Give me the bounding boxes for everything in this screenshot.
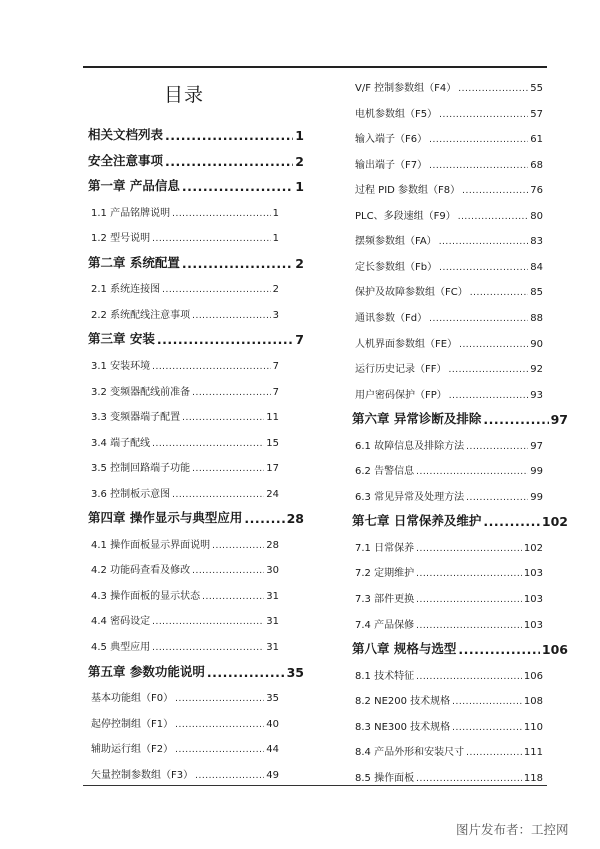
toc-entry-page: 49 xyxy=(266,769,279,781)
toc-section-entry[interactable] xyxy=(355,616,543,631)
toc-dot-leader xyxy=(416,595,522,605)
toc-entry-label: 辅助运行组（F2） xyxy=(91,744,174,756)
toc-dot-leader xyxy=(152,362,271,372)
toc-entry-label: 起停控制组（F1） xyxy=(91,718,174,730)
toc-dot-leader xyxy=(192,464,264,474)
toc-dot-leader xyxy=(483,412,548,427)
toc-dot-leader xyxy=(202,592,264,602)
toc-entry-label: 3.2 变频器配线前准备 xyxy=(91,386,191,398)
toc-section-entry[interactable] xyxy=(355,105,543,120)
toc-entry-page: 61 xyxy=(530,134,543,146)
toc-entry-label: 定长参数组（Fb） xyxy=(355,261,438,273)
toc-entry-label: 8.2 NE200 技术规格 xyxy=(355,696,451,708)
toc-dot-leader xyxy=(157,332,293,347)
toc-entry-label: 4.1 操作面板显示界面说明 xyxy=(91,539,211,551)
toc-dot-leader xyxy=(416,544,522,554)
toc-entry-label: 8.4 产品外形和安装尺寸 xyxy=(355,747,465,759)
toc-entry-label: 6.3 常见异常及处理方法 xyxy=(355,491,465,503)
toc-entry-page: 93 xyxy=(530,389,543,401)
toc-entry-label: 3.3 变频器端子配置 xyxy=(91,412,181,424)
toc-entry-label: 3.1 安装环境 xyxy=(91,360,151,372)
toc-entry-label: 第三章 安装 xyxy=(88,331,155,347)
watermark-text: 图片发布者：工控网 xyxy=(456,822,569,837)
toc-entry-page: 118 xyxy=(523,772,543,784)
toc-entry-page: 97 xyxy=(550,412,568,428)
page-title: 目录 xyxy=(164,84,205,106)
toc-entry-page: 17 xyxy=(266,463,279,475)
toc-section-entry[interactable] xyxy=(355,232,543,247)
toc-dot-leader xyxy=(192,566,264,576)
toc-dot-leader xyxy=(152,234,271,244)
toc-dot-leader xyxy=(452,697,522,707)
toc-entry-page: 24 xyxy=(266,488,279,500)
toc-entry-label: 第四章 操作显示与典型应用 xyxy=(88,510,243,526)
toc-entry-page: 99 xyxy=(530,466,543,478)
toc-section-entry[interactable] xyxy=(91,715,279,730)
toc-entry-page: 68 xyxy=(530,159,543,171)
toc-section-entry[interactable] xyxy=(355,181,543,196)
toc-section-entry[interactable] xyxy=(355,386,543,401)
toc-section-entry[interactable] xyxy=(355,79,543,94)
toc-dot-leader xyxy=(192,311,271,321)
toc-entry-label: 7.4 产品保修 xyxy=(355,619,415,631)
toc-dot-leader xyxy=(207,665,285,680)
toc-dot-leader xyxy=(416,467,528,477)
toc-section-entry[interactable] xyxy=(355,462,543,477)
toc-entry-page: 1 xyxy=(295,128,304,143)
toc-entry-page: 80 xyxy=(530,210,543,222)
toc-chapter-entry[interactable] xyxy=(352,639,568,657)
toc-entry-page: 35 xyxy=(266,693,279,705)
toc-dot-leader xyxy=(458,642,540,657)
toc-entry-label: 通讯参数（Fd） xyxy=(355,312,428,324)
toc-entry-label: 3.6 控制板示意图 xyxy=(91,488,171,500)
toc-section-entry[interactable] xyxy=(91,587,279,602)
toc-entry-label: 8.1 技术特征 xyxy=(355,670,415,682)
toc-entry-label: 过程 PID 参数组（F8） xyxy=(355,185,461,197)
toc-entry-label: 8.5 操作面板 xyxy=(355,772,415,784)
toc-section-entry[interactable] xyxy=(91,612,279,627)
toc-dot-leader xyxy=(439,110,528,120)
toc-entry-page: 84 xyxy=(530,261,543,273)
toc-entry-page: 2 xyxy=(272,284,279,296)
toc-entry-label: V/F 控制参数组（F4） xyxy=(355,83,457,94)
toc-entry-page: 92 xyxy=(530,364,543,376)
toc-entry-label: 相关文档列表 xyxy=(88,127,164,142)
toc-entry-label: 第二章 系统配置 xyxy=(88,254,180,270)
toc-dot-leader xyxy=(483,514,540,529)
toc-entry-page: 7 xyxy=(295,332,304,348)
toc-entry-page: 11 xyxy=(266,412,279,424)
toc-entry-label: 2.1 系统连接图 xyxy=(91,284,161,296)
toc-chapter-entry[interactable] xyxy=(88,662,304,680)
toc-entry-page: 106 xyxy=(523,670,543,682)
toc-entry-label: 运行历史记录（FF） xyxy=(355,364,447,376)
toc-dot-leader xyxy=(165,128,293,143)
toc-entry-page: 111 xyxy=(523,747,543,759)
toc-section-entry[interactable] xyxy=(355,258,543,273)
toc-entry-page: 31 xyxy=(266,616,279,628)
toc-entry-page: 30 xyxy=(266,565,279,577)
bottom-rule xyxy=(83,785,547,786)
toc-chapter-entry[interactable] xyxy=(88,176,304,194)
toc-entry-label: 第八章 规格与选型 xyxy=(352,641,457,657)
toc-section-entry[interactable] xyxy=(91,357,279,372)
toc-dot-leader xyxy=(212,541,264,551)
toc-entry-label: 4.3 操作面板的显示状态 xyxy=(91,590,201,602)
toc-entry-label: 第七章 日常保养及维护 xyxy=(352,513,482,529)
toc-entry-page: 31 xyxy=(266,642,279,653)
toc-entry-page: 103 xyxy=(523,619,543,631)
toc-chapter-entry[interactable] xyxy=(352,409,568,427)
toc-chapter-entry[interactable] xyxy=(88,253,304,271)
toc-section-entry[interactable] xyxy=(91,536,279,551)
toc-dot-leader xyxy=(175,720,264,730)
toc-section-entry[interactable] xyxy=(355,667,543,682)
toc-entry-label: 电机参数组（F5） xyxy=(355,108,438,120)
toc-section-entry[interactable] xyxy=(355,207,543,222)
toc-entry-page: 31 xyxy=(266,590,279,602)
toc-dot-leader xyxy=(192,388,271,398)
toc-dot-leader xyxy=(452,723,522,733)
toc-entry-page: 40 xyxy=(266,718,279,730)
toc-entry-page: 83 xyxy=(530,236,543,248)
toc-entry-label: 7.1 日常保养 xyxy=(355,542,415,554)
toc-section-entry[interactable] xyxy=(355,718,543,733)
toc-dot-leader xyxy=(429,161,528,171)
toc-dot-leader xyxy=(462,186,528,196)
toc-entry-page: 88 xyxy=(530,312,543,324)
toc-dot-leader xyxy=(470,288,529,298)
toc-section-entry[interactable] xyxy=(355,590,543,605)
toc-section-entry[interactable] xyxy=(355,335,543,350)
toc-dot-leader xyxy=(152,617,264,627)
toc-dot-leader xyxy=(165,154,293,169)
toc-section-entry[interactable] xyxy=(355,769,543,784)
toc-dot-leader xyxy=(458,84,528,94)
toc-dot-leader xyxy=(459,340,528,350)
toc-dot-leader xyxy=(152,643,264,653)
toc-dot-leader xyxy=(195,771,264,781)
toc-entry-page: 90 xyxy=(530,338,543,350)
toc-section-entry[interactable] xyxy=(91,459,279,474)
toc-entry-page: 35 xyxy=(286,664,304,680)
toc-entry-page: 108 xyxy=(523,696,543,708)
toc-entry-label: 输出端子（F7） xyxy=(355,159,428,171)
toc-entry-label: 4.2 功能码查看及修改 xyxy=(91,565,191,577)
top-rule xyxy=(83,66,547,68)
toc-section-entry[interactable] xyxy=(91,408,279,423)
toc-chapter-entry[interactable] xyxy=(88,151,304,169)
toc-dot-leader xyxy=(416,569,522,579)
toc-dot-leader xyxy=(182,413,264,423)
toc-entry-page: 99 xyxy=(530,491,543,503)
toc-entry-page: 3 xyxy=(272,309,279,321)
toc-dot-leader xyxy=(439,263,528,273)
toc-section-entry[interactable] xyxy=(355,692,543,707)
toc-dot-leader xyxy=(449,391,528,401)
toc-entry-page: 103 xyxy=(523,568,543,580)
toc-entry-label: 2.2 系统配线注意事项 xyxy=(91,309,191,321)
toc-entry-label: 3.5 控制回路端子功能 xyxy=(91,463,191,475)
toc-dot-leader xyxy=(416,621,522,631)
toc-entry-page: 15 xyxy=(266,437,279,449)
toc-dot-leader xyxy=(172,490,264,500)
toc-section-entry[interactable] xyxy=(355,564,543,579)
toc-section-entry[interactable] xyxy=(355,309,543,324)
toc-section-entry[interactable] xyxy=(91,485,279,500)
toc-entry-page: 1 xyxy=(295,179,304,195)
toc-section-entry[interactable] xyxy=(355,130,543,145)
toc-dot-leader xyxy=(244,511,284,526)
toc-section-entry[interactable] xyxy=(355,283,543,298)
toc-section-entry[interactable] xyxy=(91,689,279,704)
toc-entry-page: 55 xyxy=(530,83,543,94)
toc-entry-page: 103 xyxy=(523,594,543,605)
toc-entry-label: 第五章 参数功能说明 xyxy=(88,663,205,679)
toc-dot-leader xyxy=(182,256,293,271)
toc-entry-label: 1.2 型号说明 xyxy=(91,233,151,245)
toc-section-entry[interactable] xyxy=(91,561,279,576)
toc-entry-page: 76 xyxy=(530,185,543,197)
toc-entry-label: 第六章 异常诊断及排除 xyxy=(352,411,482,427)
toc-entry-page: 85 xyxy=(530,287,543,299)
toc-section-entry[interactable] xyxy=(355,156,543,171)
toc-entry-page: 2 xyxy=(295,255,304,271)
toc-entry-page: 110 xyxy=(523,721,543,733)
toc-entry-label: 4.5 典型应用 xyxy=(91,642,151,653)
toc-dot-leader xyxy=(416,672,522,682)
toc-entry-label: PLC、多段速组（F9） xyxy=(355,210,456,222)
toc-dot-leader xyxy=(182,179,293,194)
toc-dot-leader xyxy=(466,748,522,758)
toc-entry-page: 2 xyxy=(295,153,304,169)
toc-section-entry[interactable] xyxy=(91,306,279,321)
toc-dot-leader xyxy=(449,365,529,375)
toc-entry-label: 7.2 定期维护 xyxy=(355,568,415,580)
toc-entry-label: 4.4 密码设定 xyxy=(91,616,151,628)
toc-entry-page: 28 xyxy=(266,539,279,551)
toc-entry-label: 3.4 端子配线 xyxy=(91,437,151,449)
toc-entry-label: 6.1 故障信息及排除方法 xyxy=(355,440,465,452)
toc-chapter-entry[interactable] xyxy=(352,511,568,529)
toc-entry-page: 57 xyxy=(530,108,543,120)
toc-section-entry[interactable] xyxy=(355,360,543,375)
toc-dot-leader xyxy=(175,694,264,704)
toc-section-entry[interactable] xyxy=(91,280,279,295)
toc-chapter-entry[interactable] xyxy=(88,508,304,526)
toc-dot-leader xyxy=(162,285,271,295)
toc-chapter-entry[interactable] xyxy=(88,125,304,143)
toc-dot-leader xyxy=(152,439,264,449)
toc-dot-leader xyxy=(466,493,528,503)
toc-entry-page: 97 xyxy=(530,440,543,452)
toc-section-entry[interactable] xyxy=(91,383,279,398)
toc-entry-label: 摆频参数组（FA） xyxy=(355,236,437,248)
toc-entry-page: 1 xyxy=(272,207,279,219)
toc-dot-leader xyxy=(429,135,528,145)
toc-section-entry[interactable] xyxy=(91,434,279,449)
toc-dot-leader xyxy=(466,442,528,452)
toc-entry-page: 102 xyxy=(541,514,568,530)
toc-entry-label: 7.3 部件更换 xyxy=(355,594,415,605)
toc-entry-label: 输入端子（F6） xyxy=(355,134,428,146)
toc-section-entry[interactable] xyxy=(355,488,543,503)
toc-section-entry[interactable] xyxy=(91,204,279,219)
toc-entry-label: 基本功能组（F0） xyxy=(91,693,174,705)
toc-dot-leader xyxy=(439,237,529,247)
toc-entry-page: 28 xyxy=(286,511,304,527)
toc-dot-leader xyxy=(172,209,271,219)
toc-section-entry[interactable] xyxy=(91,638,279,653)
toc-entry-label: 人机界面参数组（FE） xyxy=(355,338,458,350)
toc-entry-page: 106 xyxy=(541,642,568,658)
toc-section-entry[interactable] xyxy=(355,437,543,452)
toc-entry-label: 1.1 产品铭牌说明 xyxy=(91,207,171,219)
toc-entry-label: 安全注意事项 xyxy=(88,152,164,168)
toc-dot-leader xyxy=(429,314,528,324)
toc-entry-page: 7 xyxy=(272,386,279,398)
toc-entry-label: 8.3 NE300 技术规格 xyxy=(355,721,451,733)
toc-chapter-entry[interactable] xyxy=(88,329,304,347)
toc-section-entry[interactable] xyxy=(355,743,543,758)
toc-entry-page: 1 xyxy=(272,233,279,245)
toc-entry-label: 保护及故障参数组（FC） xyxy=(355,287,468,299)
toc-section-entry[interactable] xyxy=(91,766,279,781)
toc-entry-page: 102 xyxy=(523,542,543,554)
toc-dot-leader xyxy=(175,745,264,755)
toc-section-entry[interactable] xyxy=(91,229,279,244)
toc-section-entry[interactable] xyxy=(355,539,543,554)
toc-dot-leader xyxy=(458,212,529,222)
toc-section-entry[interactable] xyxy=(91,740,279,755)
toc-entry-label: 矢量控制参数组（F3） xyxy=(91,769,194,781)
toc-entry-page: 44 xyxy=(266,744,279,756)
toc-entry-label: 用户密码保护（FP） xyxy=(355,389,447,401)
toc-entry-label: 第一章 产品信息 xyxy=(88,178,180,194)
toc-entry-page: 7 xyxy=(272,360,279,372)
toc-dot-leader xyxy=(416,774,522,784)
toc-entry-label: 6.2 告警信息 xyxy=(355,466,415,478)
